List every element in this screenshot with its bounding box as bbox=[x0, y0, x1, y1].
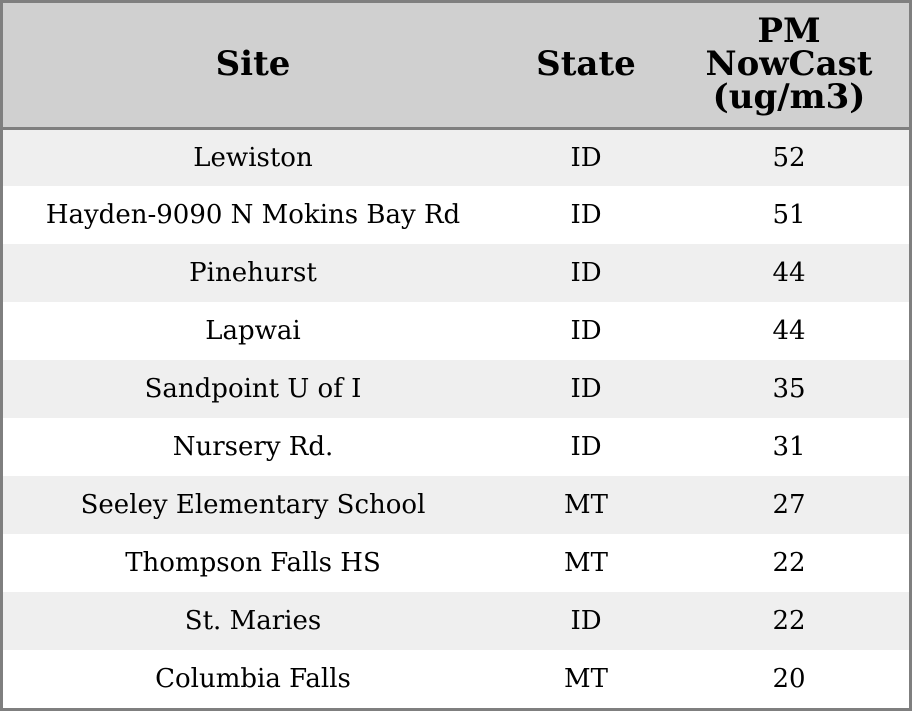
table-row bbox=[3, 302, 909, 360]
column-header-site: Site bbox=[3, 3, 503, 128]
table-row bbox=[3, 418, 909, 476]
cell-state: MT bbox=[564, 548, 608, 578]
cell-site: Seeley Elementary School bbox=[80, 490, 426, 520]
cell-state: ID bbox=[570, 258, 602, 288]
table-row bbox=[3, 476, 909, 534]
table-row bbox=[3, 650, 909, 708]
cell-pm-nowcast: 31 bbox=[772, 432, 806, 462]
cell-state: MT bbox=[564, 490, 608, 520]
table-header-row bbox=[3, 3, 909, 128]
table-row bbox=[3, 244, 909, 302]
cell-state: ID bbox=[570, 432, 602, 462]
cell-site: Lapwai bbox=[205, 316, 301, 346]
column-header-pm-nowcast: PM NowCast (ug/m3) bbox=[669, 3, 909, 128]
table-row bbox=[3, 128, 909, 186]
table-row bbox=[3, 360, 909, 418]
cell-site: St. Maries bbox=[184, 606, 322, 636]
cell-pm-nowcast: 22 bbox=[772, 548, 806, 578]
cell-pm-nowcast: 51 bbox=[772, 200, 806, 230]
cell-pm-nowcast: 27 bbox=[772, 490, 806, 520]
cell-pm-nowcast: 44 bbox=[772, 258, 806, 288]
cell-site: Hayden-9090 N Mokins Bay Rd bbox=[45, 200, 461, 230]
table-body bbox=[3, 128, 909, 708]
pm-nowcast-table bbox=[3, 3, 909, 708]
cell-pm-nowcast: 35 bbox=[772, 374, 806, 404]
cell-site: Sandpoint U of I bbox=[144, 374, 362, 404]
cell-site: Pinehurst bbox=[189, 258, 317, 288]
cell-pm-nowcast: 52 bbox=[772, 142, 806, 173]
cell-pm-nowcast: 22 bbox=[772, 606, 806, 636]
cell-site: Lewiston bbox=[193, 142, 313, 173]
cell-state: ID bbox=[570, 374, 602, 404]
cell-state: ID bbox=[570, 606, 602, 636]
cell-site: Thompson Falls HS bbox=[125, 548, 381, 578]
table-row bbox=[3, 592, 909, 650]
table-row bbox=[3, 534, 909, 592]
cell-state: MT bbox=[564, 664, 608, 694]
column-header-state: State bbox=[503, 3, 669, 128]
cell-state: ID bbox=[570, 142, 602, 173]
table-row bbox=[3, 186, 909, 244]
cell-site: Nursery Rd. bbox=[172, 432, 334, 462]
cell-pm-nowcast: 44 bbox=[772, 316, 806, 346]
cell-state: ID bbox=[570, 316, 602, 346]
cell-site: Columbia Falls bbox=[155, 664, 351, 694]
cell-state: ID bbox=[570, 200, 602, 230]
cell-pm-nowcast: 20 bbox=[772, 664, 806, 694]
